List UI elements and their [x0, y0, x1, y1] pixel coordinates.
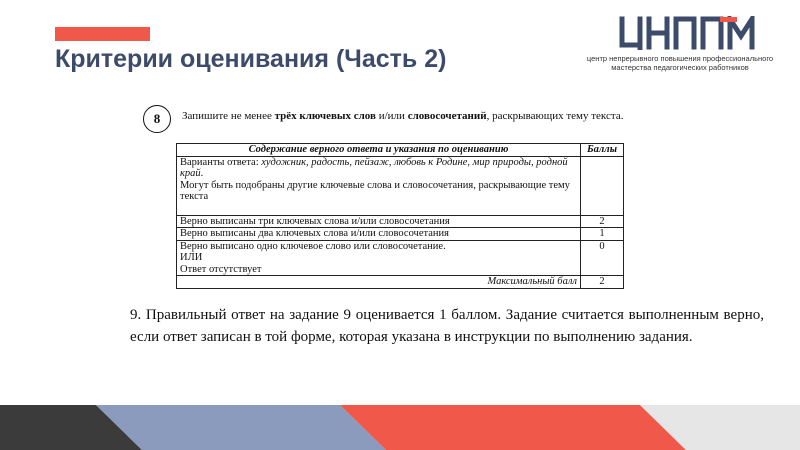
answer-prefix: Варианты ответа:	[180, 156, 262, 168]
slide-title: Критерии оценивания (Часть 2)	[55, 45, 447, 73]
logo-caption-line2: мастерства педагогических работников	[611, 63, 749, 72]
criterion-points: 1	[581, 228, 624, 241]
footer-stripes	[0, 405, 800, 450]
logo-caption-line1: центр непрерывного повышения профессионального	[586, 54, 774, 63]
max-score-value: 2	[581, 276, 624, 289]
criterion-line1: Верно выписано одно ключевое слово или словосочетание.	[180, 240, 446, 252]
criteria-header-row	[177, 144, 624, 157]
criteria-row	[177, 215, 624, 228]
explanation-text: 9. Правильный ответ на задание 9 оценивается 1 баллом. Задание считается выполненным верно, если ответ записан в той форме, которая указана в инструкции по выполнению задания.	[130, 307, 764, 345]
criterion-line2: ИЛИ	[180, 252, 203, 263]
instruction-bold-1: трёх ключевых слов	[274, 110, 376, 122]
criterion-text	[177, 240, 581, 276]
max-score-row	[177, 276, 624, 289]
answer-end: .	[200, 168, 204, 179]
header-points: Баллы	[581, 144, 624, 157]
footer-stripe-coral	[340, 405, 686, 450]
title-accent-bar	[55, 27, 150, 41]
criterion-text: Верно выписаны два ключевых слова и/или словосочетания	[177, 228, 581, 241]
instruction-bold-2: словосочетаний	[407, 110, 487, 122]
footer-stripe-blue	[96, 405, 386, 450]
criteria-table	[176, 143, 624, 289]
logo-mark	[580, 14, 780, 54]
header-content: Содержание верного ответа и указания по оцениванию	[177, 144, 581, 157]
instruction-text-2: и/или	[375, 110, 408, 122]
criteria-row	[177, 240, 624, 276]
cnppm-logo	[580, 14, 780, 72]
logo-letters-icon	[618, 16, 768, 50]
criterion-line3: Ответ отсутствует	[180, 263, 262, 275]
task-number-badge: 8	[143, 105, 171, 133]
logo-accent-bar	[720, 17, 737, 22]
answer-keywords: художник, радость, пейзаж, любовь к Родине, мир природы, родной край	[180, 156, 568, 179]
criteria-row	[177, 228, 624, 241]
task-instruction	[182, 110, 627, 123]
answer-variants-cell	[177, 156, 581, 215]
instruction-text-3: , раскрывающих тему текста.	[486, 110, 624, 122]
criterion-points: 2	[581, 215, 624, 228]
answer-variants-points	[581, 156, 624, 215]
criterion-text: Верно выписаны три ключевых слова и/или словосочетания	[177, 215, 581, 228]
answer-note: Могут быть подобраны другие ключевые слова и словосочетания, раскрывающие тему текста	[180, 179, 570, 202]
answer-variants-row	[177, 156, 624, 215]
criterion-points: 0	[581, 240, 624, 276]
instruction-text-1: Запишите не менее	[182, 110, 275, 122]
max-score-label: Максимальный балл	[177, 276, 581, 289]
